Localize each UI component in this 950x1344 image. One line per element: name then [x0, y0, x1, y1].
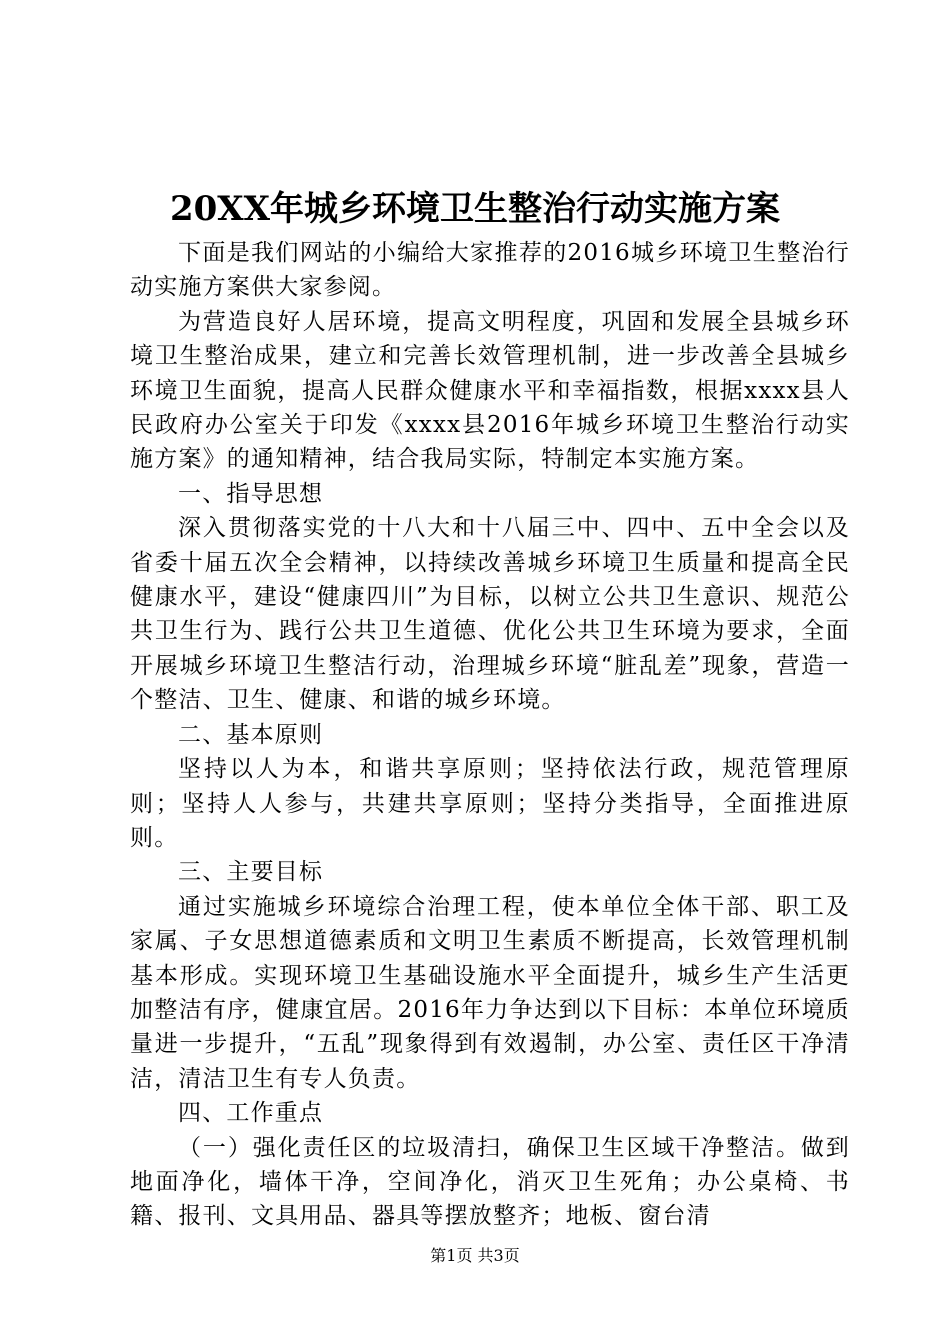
section-heading-main-goals: 三、主要目标	[178, 859, 324, 886]
paragraph-purpose: 为营造良好人居环境，提高文明程度，巩固和发展全县城乡环境卫生整治成果，建立和完善长效管理机制，进一步改善全县城乡环境卫生面貌，提高人民群众健康水平和幸福指数，根据xxxx县人民政府办公室关于印发《xxxx县2016年城乡环境卫生整治行动实施方案》的通知精神，结合我局实际，特制定本实施方案。	[130, 308, 850, 473]
document-body	[130, 236, 850, 1234]
paragraph-work-focus-1: （一）强化责任区的垃圾清扫，确保卫生区域干净整洁。做到地面净化，墙体干净，空间净化，消灭卫生死角；办公桌椅、书籍、报刊、文具用品、器具等摆放整齐；地板、窗台清	[130, 1134, 850, 1230]
page-footer: 第1页 共3页	[430, 1246, 520, 1265]
section-heading-basic-principles: 二、基本原则	[178, 721, 324, 748]
section-heading-work-focus: 四、工作重点	[178, 1100, 324, 1127]
paragraph-main-goals: 通过实施城乡环境综合治理工程，使本单位全体干部、职工及家属、子女思想道德素质和文明卫生素质不断提高，长效管理机制基本形成。实现环境卫生基础设施水平全面提升，城乡生产生活更加整洁有序，健康宜居。2016年力争达到以下目标：本单位环境质量进一步提升，“五乱”现象得到有效遏制，办公室、责任区干净清洁，清洁卫生有专人负责。	[130, 893, 850, 1092]
paragraph-basic-principles: 坚持以人为本，和谐共享原则；坚持依法行政，规范管理原则；坚持人人参与，共建共享原则；坚持分类指导，全面推进原则。	[130, 756, 850, 851]
paragraph-intro: 下面是我们网站的小编给大家推荐的2016城乡环境卫生整治行动实施方案供大家参阅。	[130, 240, 850, 301]
section-heading-guiding-thought: 一、指导思想	[178, 480, 324, 507]
document-title: 20XX年城乡环境卫生整治行动实施方案	[169, 189, 781, 229]
paragraph-guiding-thought: 深入贯彻落实党的十八大和十八届三中、四中、五中全会以及省委十届五次全会精神，以持续改善城乡环境卫生质量和提高全民健康水平，建设“健康四川”为目标，以树立公共卫生意识、规范公共卫生行为、践行公共卫生道德、优化公共卫生环境为要求，全面开展城乡环境卫生整洁行动，治理城乡环境“脏乱差”现象，营造一个整洁、卫生、健康、和谐的城乡环境。	[130, 515, 850, 714]
